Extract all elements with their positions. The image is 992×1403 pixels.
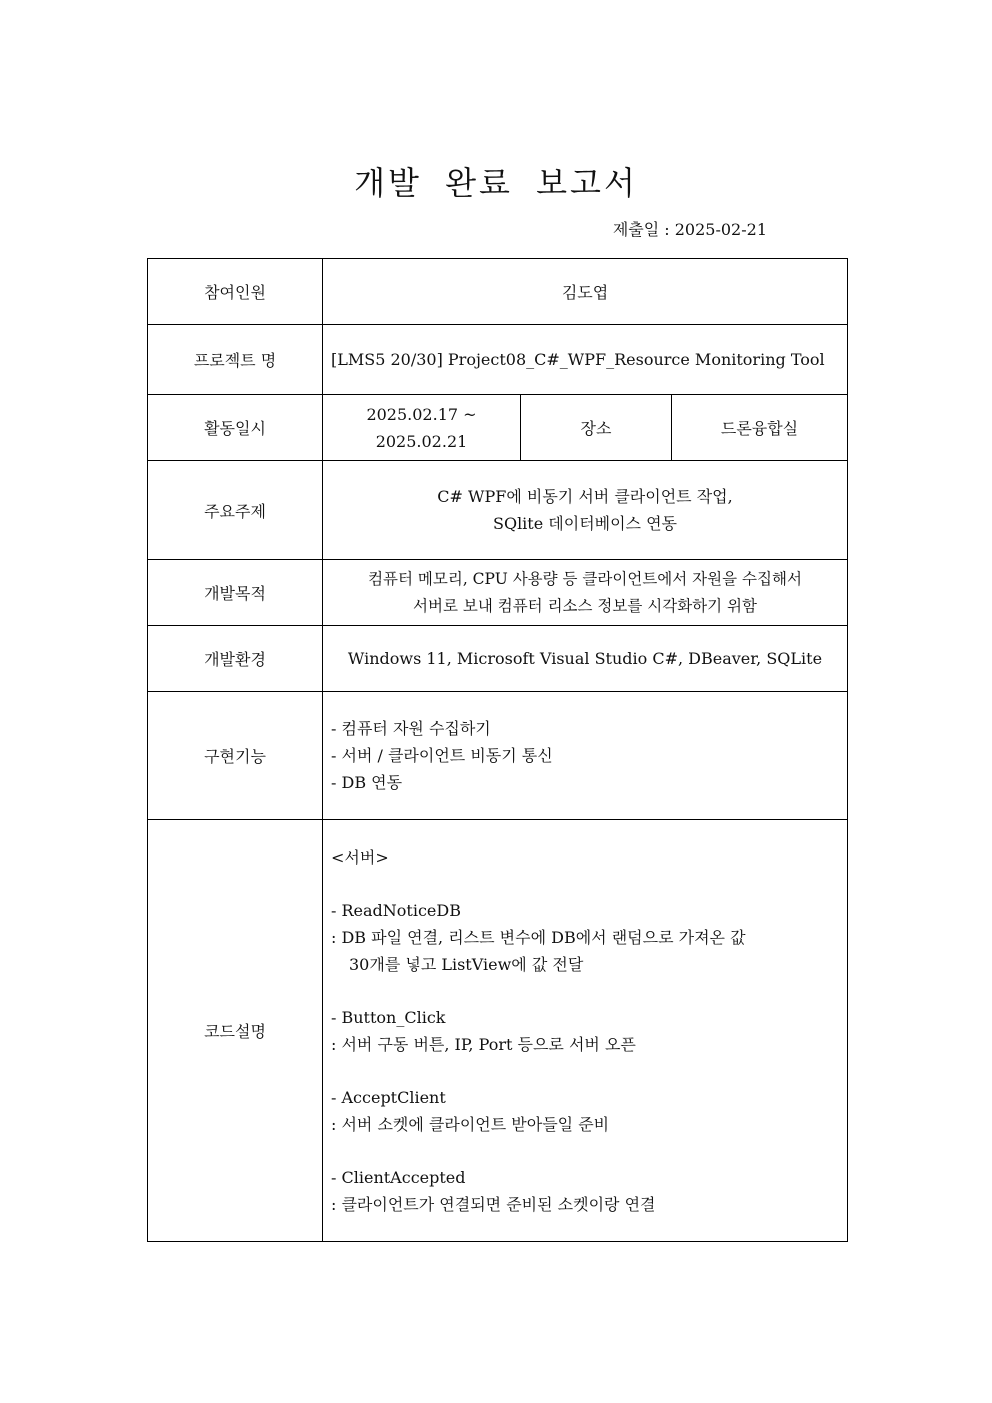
code-label: 코드설명	[148, 820, 323, 1242]
page-title: 개발 완료 보고서	[354, 164, 638, 202]
topic-line: C# WPF에 비동기 서버 클라이언트 작업,	[437, 487, 733, 506]
features-label: 구현기능	[148, 692, 323, 820]
code-header: <서버>	[331, 847, 389, 867]
row-project	[148, 325, 848, 395]
code-item-name: - AcceptClient	[331, 1087, 446, 1107]
row-features	[148, 692, 848, 820]
code-item-name: - Button_Click	[331, 1007, 446, 1027]
project-value: [LMS5 20/30] Project08_C#_WPF_Resource Monitoring Tool	[323, 325, 848, 395]
participant-value: 김도엽	[323, 259, 848, 325]
row-activity	[148, 395, 848, 461]
purpose-label: 개발목적	[148, 560, 323, 626]
feature-item: - 서버 / 클라이언트 비동기 통신	[331, 746, 553, 765]
place-value: 드론융합실	[672, 395, 848, 461]
activity-date-start: 2025.02.17 ~	[366, 404, 477, 424]
row-topic	[148, 461, 848, 560]
code-item-desc: : DB 파일 연결, 리스트 변수에 DB에서 랜덤으로 가져온 값	[331, 927, 746, 947]
purpose-line: 서버로 보내 컴퓨터 리소스 정보를 시각화하기 위함	[413, 596, 757, 615]
row-code	[148, 820, 848, 1242]
project-label: 프로젝트 명	[148, 325, 323, 395]
place-label: 장소	[521, 395, 672, 461]
code-item-desc: : 클라이언트가 연결되면 준비된 소켓이랑 연결	[331, 1194, 656, 1214]
purpose-line: 컴퓨터 메모리, CPU 사용량 등 클라이언트에서 자원을 수집해서	[368, 569, 802, 588]
environment-value: Windows 11, Microsoft Visual Studio C#, DBeaver, SQLite	[323, 626, 848, 692]
submit-date: 제출일 : 2025-02-21	[612, 220, 767, 239]
activity-label: 활동일시	[148, 395, 323, 461]
topic-label: 주요주제	[148, 461, 323, 560]
code-item-name: - ClientAccepted	[331, 1167, 466, 1187]
code-item-desc: 30개를 넣고 ListView에 값 전달	[349, 954, 584, 974]
participant-label: 참여인원	[148, 259, 323, 325]
features-value	[323, 692, 848, 820]
code-value	[323, 820, 848, 1242]
code-item-name: - ReadNoticeDB	[331, 900, 461, 920]
environment-label: 개발환경	[148, 626, 323, 692]
code-item-desc: : 서버 소켓에 클라이언트 받아들일 준비	[331, 1114, 610, 1134]
activity-date-end: 2025.02.21	[375, 431, 468, 451]
feature-item: - DB 연동	[331, 773, 403, 792]
code-item-desc: : 서버 구동 버튼, IP, Port 등으로 서버 오픈	[331, 1034, 636, 1054]
activity-dates	[323, 395, 521, 461]
topic-value	[323, 461, 848, 560]
purpose-value	[323, 560, 848, 626]
row-environment	[148, 626, 848, 692]
report-table	[147, 258, 848, 1242]
topic-line: SQlite 데이터베이스 연동	[492, 514, 678, 533]
row-purpose	[148, 560, 848, 626]
feature-item: - 컴퓨터 자원 수집하기	[331, 719, 491, 738]
row-participant	[148, 259, 848, 325]
